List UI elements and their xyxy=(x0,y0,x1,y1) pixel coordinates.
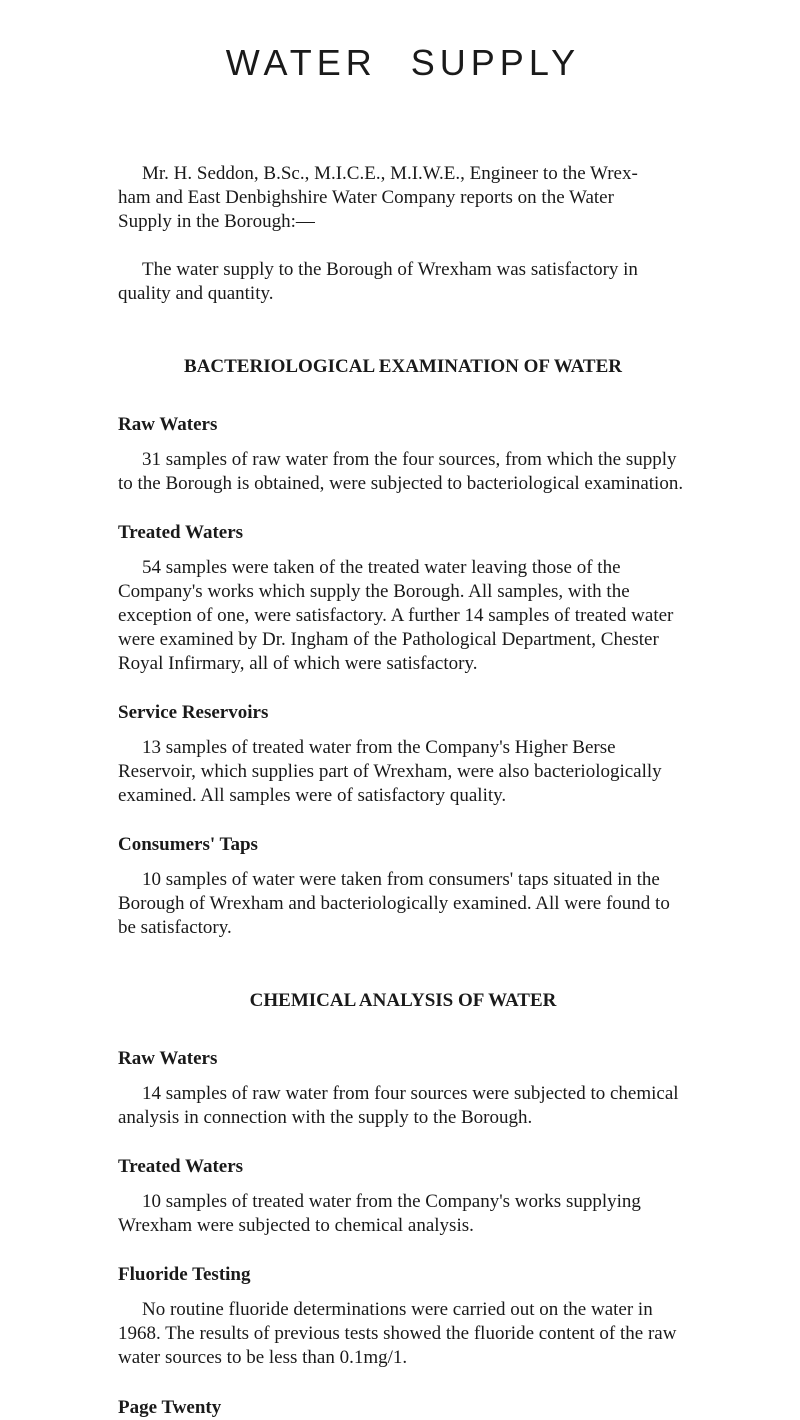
chem-fluoride-text: No routine fluoride determinations were carried out on the water in 1968. The results of previous tests showed the fluoride content of the raw water sources to be less than 0.1mg/1. xyxy=(118,1299,677,1368)
chem-treated-heading: Treated Waters xyxy=(118,1156,244,1177)
page-title xyxy=(118,0,688,100)
chem-treated-text: 10 samples of treated water from the Company's works supplying Wrexham were subjected to chemical analysis. xyxy=(118,1191,641,1236)
title-word-water: WATER xyxy=(225,42,377,83)
bacteriological-heading: BACTERIOLOGICAL EXAMINATION OF WATER xyxy=(184,356,622,377)
intro-line-2: ham and East Denbighshire Water Company reports on the Water xyxy=(118,187,614,208)
bact-raw-heading: Raw Waters xyxy=(118,414,218,435)
chemical-heading: CHEMICAL ANALYSIS OF WATER xyxy=(249,990,557,1011)
bact-raw-text: 31 samples of raw water from the four sources, from which the supply to the Borough is obtained, were subjected to bacteriological examination. xyxy=(118,449,684,494)
intro-paragraph xyxy=(118,162,688,234)
page-number: Page Twenty xyxy=(118,1397,222,1418)
bact-taps-heading: Consumers' Taps xyxy=(118,834,258,855)
chem-raw-text: 14 samples of raw water from four sources were subjected to chemical analysis in connection with the supply to the Borough. xyxy=(118,1083,679,1128)
bact-reservoir-heading: Service Reservoirs xyxy=(118,702,269,723)
bact-treated-text: 54 samples were taken of the treated water leaving those of the Company's works which supply the Borough. All samples, with the exception of one, were satisfactory. A further 14 samples of treated water were examined by Dr. Ingham of the Pathological Department, Chester Royal Infirmary, all of which were satisfactory. xyxy=(118,557,674,674)
intro-line-3: Supply in the Borough:— xyxy=(118,211,315,232)
bact-taps-text: 10 samples of water were taken from consumers' taps situated in the Borough of Wrexham and bacteriologically examined. All were found to be satisfactory. xyxy=(118,869,670,938)
chem-fluoride-heading: Fluoride Testing xyxy=(118,1264,251,1285)
bact-treated-heading: Treated Waters xyxy=(118,522,244,543)
summary-paragraph: The water supply to the Borough of Wrexham was satisfactory in quality and quantity. xyxy=(118,259,638,304)
intro-line-1: Mr. H. Seddon, B.Sc., M.I.C.E., M.I.W.E., Engineer to the Wrex- xyxy=(142,163,638,184)
title-word-supply: SUPPLY xyxy=(410,42,581,83)
bact-reservoir-text: 13 samples of treated water from the Company's Higher Berse Reservoir, which supplies part of Wrexham, were also bacteriologically examined. All samples were of satisfactory quality. xyxy=(118,737,662,806)
chem-raw-heading: Raw Waters xyxy=(118,1048,218,1069)
